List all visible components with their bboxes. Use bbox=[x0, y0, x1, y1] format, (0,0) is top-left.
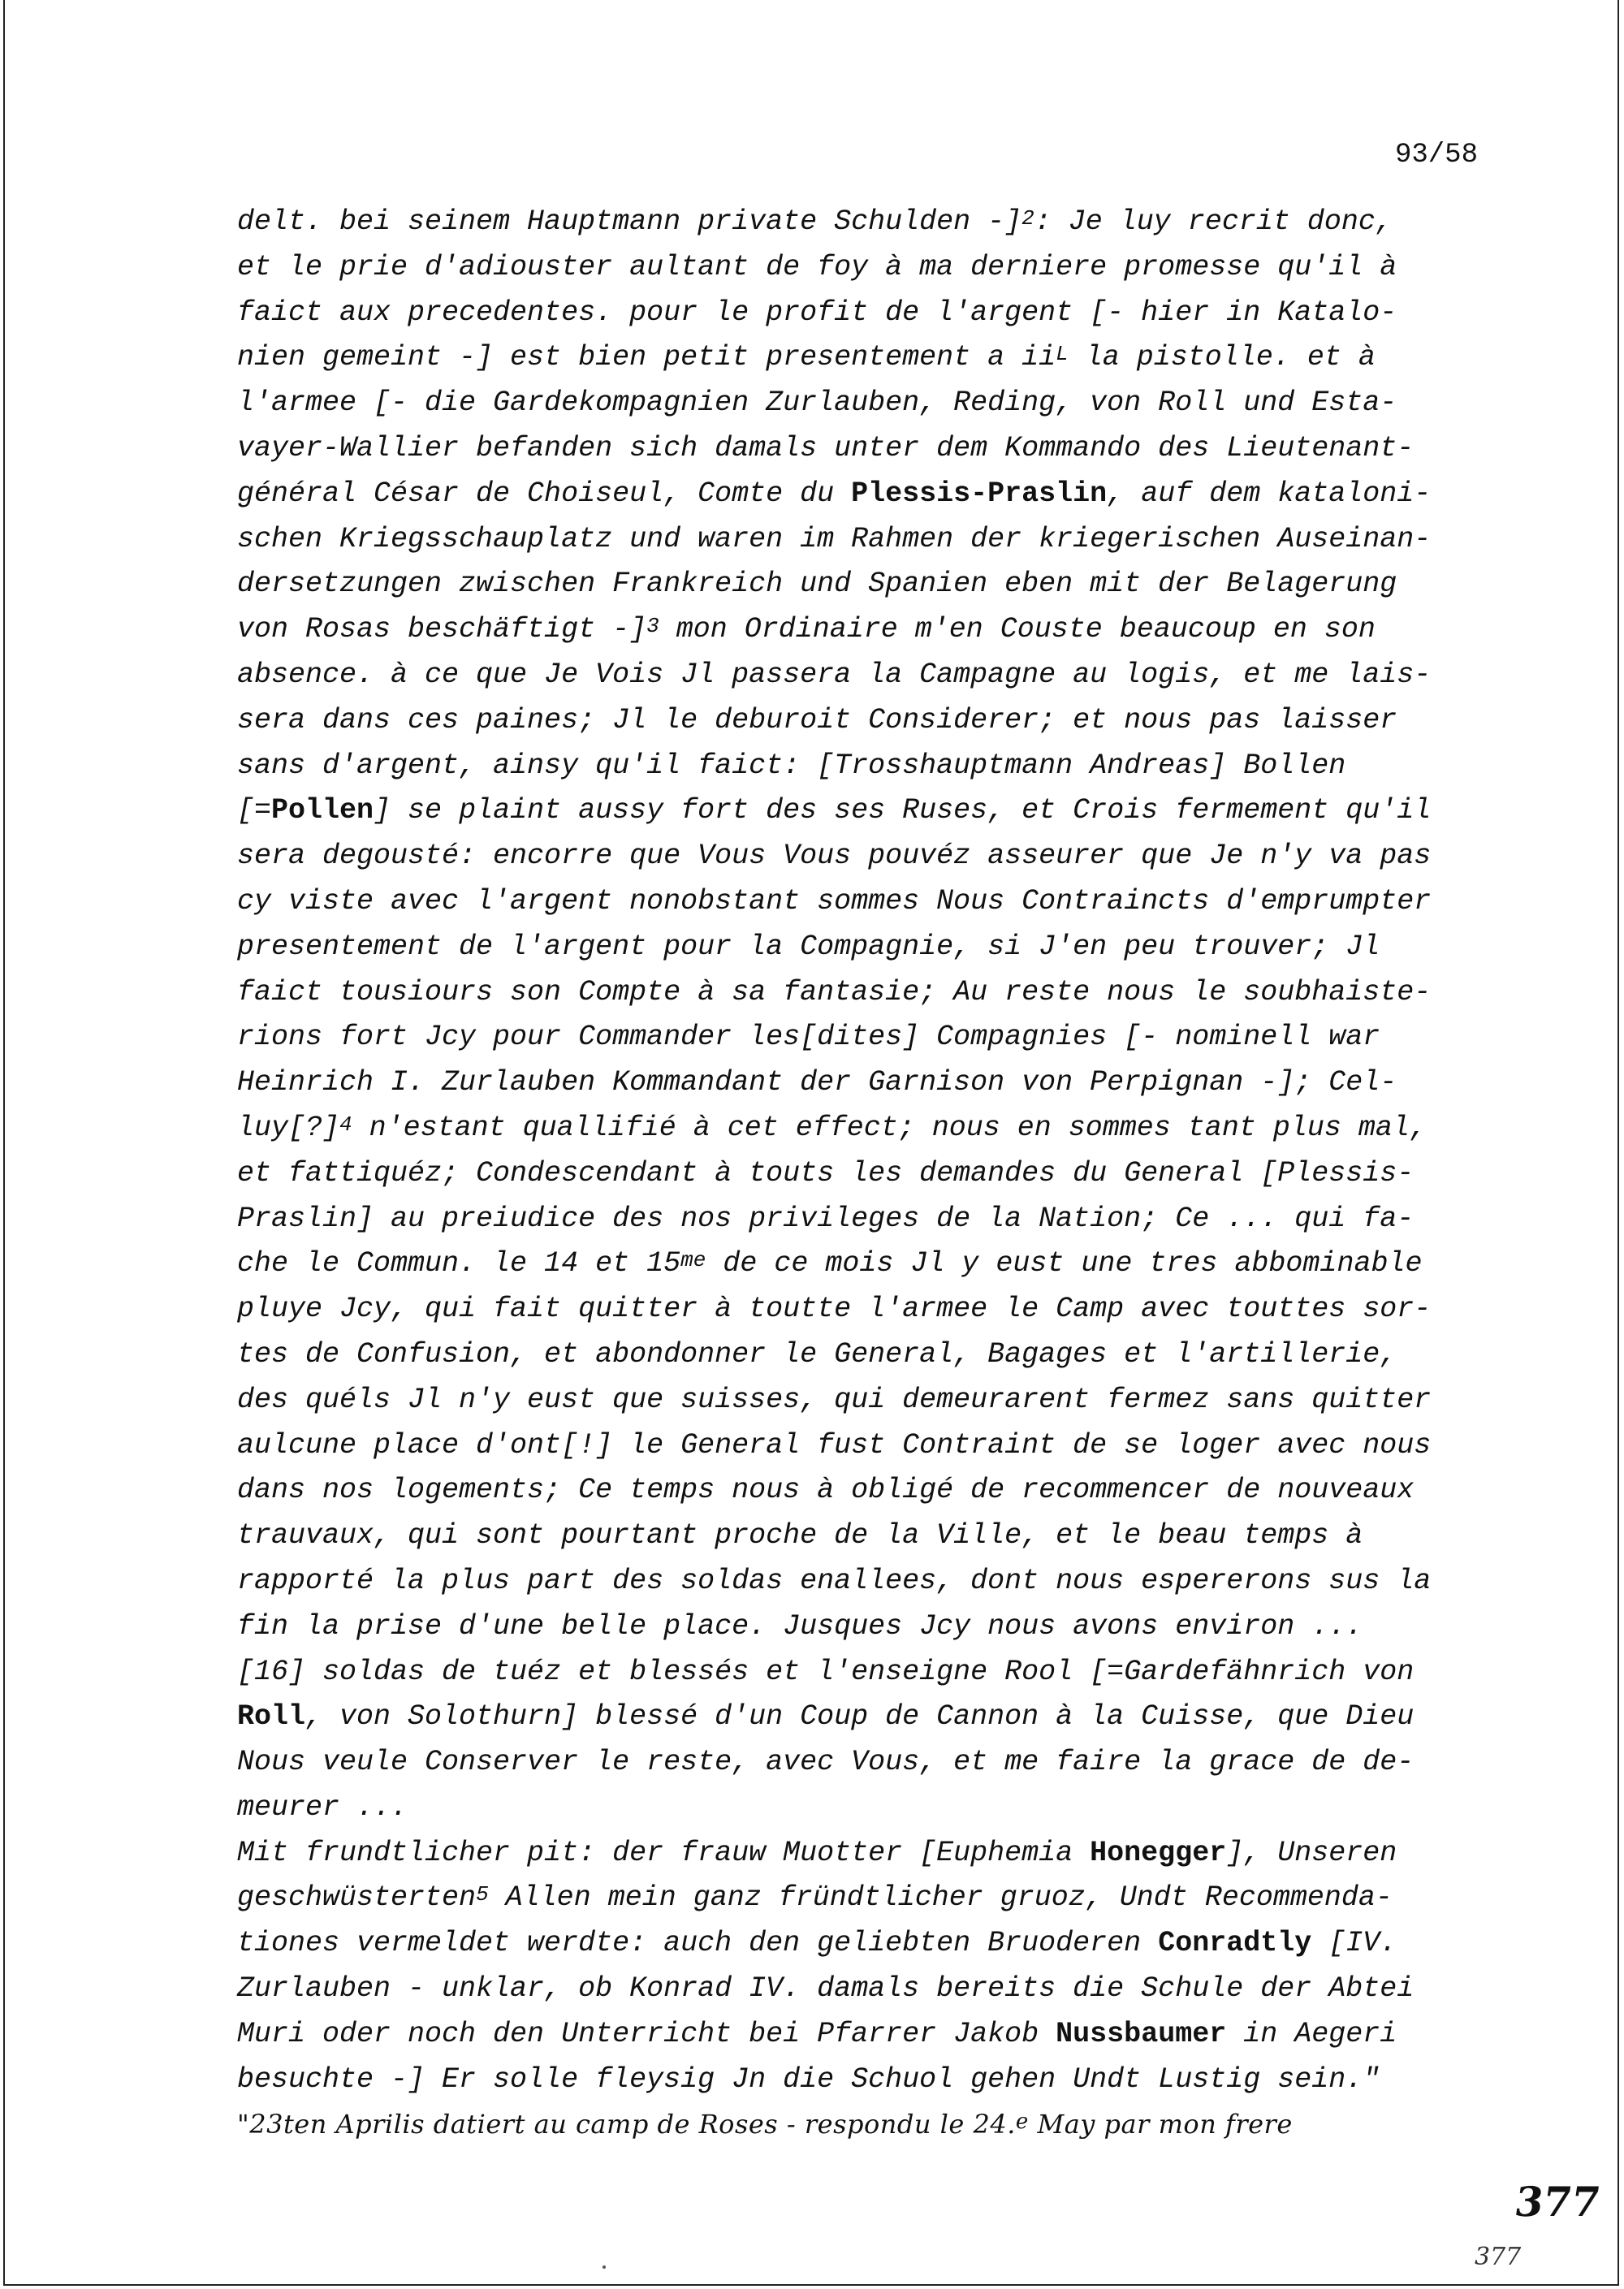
text-line: Zurlauben - unklar, ob Konrad IV. damals bereits die Schule der Abtei bbox=[237, 1972, 1415, 2006]
text-line: meurer ... bbox=[237, 1790, 408, 1824]
text-line: et le prie d'adiouster aultant de foy à ma derniere promesse qu'il à bbox=[237, 250, 1397, 283]
text-line: vayer-Wallier befanden sich damals unter dem Kommando des Lieutenant- bbox=[237, 431, 1415, 464]
text-line: presentement de l'argent pour la Compagnie, si J'en peu trouver; Jl bbox=[237, 930, 1380, 963]
bold-name: Conradtly bbox=[1158, 1927, 1312, 1960]
bold-name: Honegger bbox=[1090, 1836, 1227, 1869]
text-line: [16] soldas de tuéz et blessés et l'enseigne Rool [=Gardefähnrich von bbox=[237, 1655, 1415, 1688]
text-line: geschwüsterten$^5$ Allen mein ganz fründtlicher gruoz, Undt Recommenda- bbox=[237, 1881, 1393, 1915]
archive-page-pencil-number: 377 bbox=[1475, 2243, 1522, 2271]
document-body bbox=[237, 200, 1504, 2148]
text-line: tiones vermeldet werdte: auch den geliebten Bruoderen Conradtly [IV. bbox=[237, 1927, 1397, 1960]
text-line: pluye Jcy, qui fait quitter à toutte l'armee le Camp avec touttes sor- bbox=[237, 1293, 1432, 1326]
text-line: l'armee [- die Gardekompagnien Zurlauben, Reding, von Roll und Esta- bbox=[237, 387, 1397, 420]
text-line: général César de Choiseul, Comte du Plessis-Praslin, auf dem kataloni- bbox=[237, 477, 1432, 510]
text-line: schen Kriegsschauplatz und waren im Rahmen der kriegerischen Auseinan- bbox=[237, 522, 1432, 555]
text-line: des quéls Jl n'y eust que suisses, qui demeurarent fermez sans quitter bbox=[237, 1383, 1432, 1416]
bold-name: Pollen bbox=[271, 794, 374, 827]
text-line: sera degousté: encorre que Vous Vous pouvéz asseurer que Je n'y va pas bbox=[237, 840, 1432, 873]
text-line: von Rosas beschäftigt -]$^3$ mon Ordinaire m'en Couste beaucoup en son bbox=[237, 613, 1376, 646]
text-line: sera dans ces paines; Jl le deburoit Considerer; et nous pas laisser bbox=[237, 703, 1397, 736]
bold-name: Roll bbox=[237, 1700, 306, 1734]
text-line: Heinrich I. Zurlauben Kommandant der Garnison von Perpignan -]; Cel- bbox=[237, 1066, 1397, 1099]
text-line: [=Pollen] se plaint aussy fort des ses Ruses, et Crois fermement qu'il bbox=[237, 794, 1432, 827]
text-line: delt. bei seinem Hauptmann private Schulden -]$^2$: Je luy recrit donc, bbox=[237, 205, 1393, 238]
bold-name: Nussbaumer bbox=[1056, 2017, 1227, 2050]
text-line: Roll, von Solothurn] blessé d'un Coup de Cannon à la Cuisse, que Dieu bbox=[237, 1700, 1415, 1734]
text-line: che le Commun. le 14 et $15^{me}$ de ce mois Jl y eust une tres abbominable bbox=[237, 1247, 1423, 1281]
bold-name: Plessis-Praslin bbox=[851, 477, 1108, 510]
text-line: Praslin] au preiudice des nos privileges de la Nation; Ce ... qui fa- bbox=[237, 1202, 1415, 1235]
archive-page-stamp: 377 bbox=[1511, 2178, 1604, 2226]
text-line: trauvaux, qui sont pourtant proche de la Ville, et le beau temps à bbox=[237, 1519, 1363, 1553]
text-line: Nous veule Conserver le reste, avec Vous, et me faire la grace de de- bbox=[237, 1746, 1415, 1779]
page-number: 93/58 bbox=[1394, 140, 1478, 171]
text-line: fin la prise d'une belle place. Jusques Jcy nous avons environ ... bbox=[237, 1609, 1363, 1643]
text-line: sans d'argent, ainsy qu'il faict: [Trosshauptmann Andreas] Bollen bbox=[237, 749, 1346, 782]
text-line: et fattiquéz; Condescendant à touts les demandes du General [Plessis- bbox=[237, 1156, 1415, 1190]
text-line: absence. à ce que Je Vois Jl passera la Campagne au logis, et me lais- bbox=[237, 658, 1432, 691]
handwritten-line: "23ten Aprilis datiert au camp de Roses - respondu le 24.$^e$ May par mon frere bbox=[237, 2109, 1293, 2140]
text-line: tes de Confusion, et abondonner le General, Bagages et l'artillerie, bbox=[237, 1337, 1397, 1371]
text-line: cy viste avec l'argent nonobstant sommes Nous Contraincts d'emprumpter bbox=[237, 884, 1432, 918]
text-line: nien gemeint -] est bien petit presentement a $ii^L$ la pistolle. et à bbox=[237, 341, 1376, 374]
text-line: faict aux precedentes. pour le profit de l'argent [- hier in Katalo- bbox=[237, 296, 1397, 329]
text-line: rions fort Jcy pour Commander les[dites] Compagnies [- nominell war bbox=[237, 1021, 1380, 1054]
text-line: aulcune place d'ont[!] le General fust Contraint de se loger avec nous bbox=[237, 1428, 1432, 1462]
scan-speck bbox=[603, 2265, 606, 2269]
text-line: Muri oder noch den Unterricht bei Pfarrer Jakob Nussbaumer in Aegeri bbox=[237, 2017, 1397, 2050]
text-line: faict tousiours son Compte à sa fantasie; Au reste nous le soubhaiste- bbox=[237, 975, 1432, 1008]
text-line: Mit frundtlicher pit: der frauw Muotter [Euphemia Honegger], Unseren bbox=[237, 1836, 1397, 1869]
text-line: dersetzungen zwischen Frankreich und Spanien eben mit der Belagerung bbox=[237, 568, 1397, 601]
text-line: dans nos logements; Ce temps nous à obligé de recommencer de nouveaux bbox=[237, 1474, 1415, 1507]
text-line: besuchte -] Er solle fleysig Jn die Schuol gehen Undt Lustig sein." bbox=[237, 2062, 1380, 2096]
text-line: luy[?]$^4$ n'estant quallifié à cet effect; nous en sommes tant plus mal, bbox=[237, 1111, 1427, 1144]
text-line: rapporté la plus part des soldas enallees, dont nous espererons sus la bbox=[237, 1564, 1432, 1597]
